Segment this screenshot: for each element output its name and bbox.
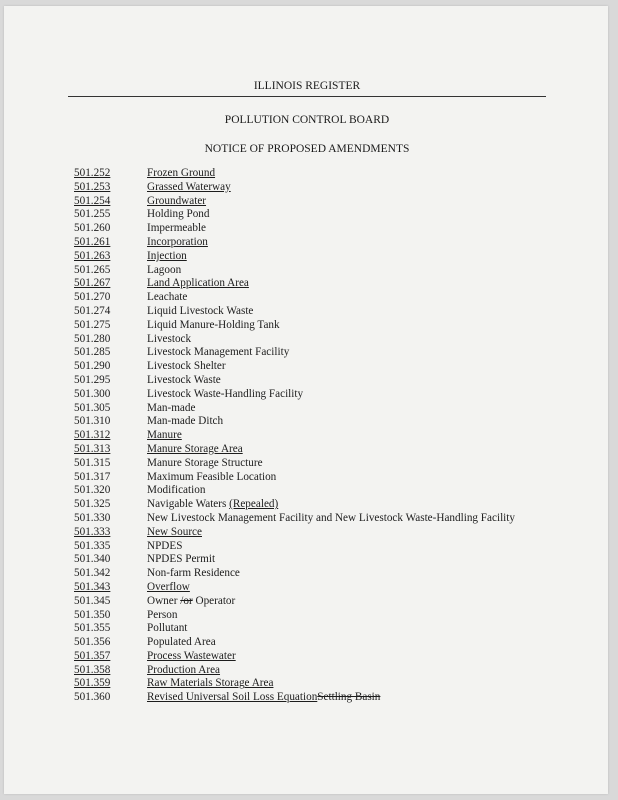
section-row (74, 415, 544, 429)
section-row (74, 222, 544, 236)
section-row (74, 622, 544, 636)
section-number: 501.355 (74, 622, 111, 635)
section-number: 501.300 (74, 387, 111, 400)
section-row (74, 498, 544, 512)
section-term (147, 443, 544, 457)
section-term (147, 291, 544, 305)
section-row (74, 374, 544, 388)
section-number: 501.330 (74, 511, 111, 524)
section-number: 501.285 (74, 346, 111, 359)
section-row (74, 402, 544, 416)
section-row (74, 277, 544, 291)
section-term (147, 691, 544, 705)
section-number: 501.305 (74, 401, 111, 414)
section-term (147, 595, 544, 609)
section-row (74, 388, 544, 402)
term-text: Livestock Waste-Handling Facility (147, 387, 304, 400)
section-row (74, 291, 544, 305)
section-number: 501.356 (74, 636, 111, 649)
section-number: 501.335 (74, 539, 111, 552)
section-number: 501.290 (74, 360, 111, 373)
section-number: 501.253 (74, 180, 111, 193)
inserted-text: Groundwater (147, 194, 207, 207)
section-row (74, 664, 544, 678)
section-row (74, 305, 544, 319)
inserted-text: Process Wastewater (147, 649, 236, 662)
section-number: 501.358 (74, 663, 111, 676)
section-term (147, 429, 544, 443)
section-row (74, 429, 544, 443)
section-number: 501.357 (74, 649, 111, 662)
section-row (74, 609, 544, 623)
section-term (147, 305, 544, 319)
term-text: Non-farm Residence (147, 567, 240, 580)
section-row (74, 540, 544, 554)
term-text: Liquid Manure-Holding Tank (147, 318, 280, 331)
section-row (74, 595, 544, 609)
inserted-text: Land Application Area (147, 277, 249, 290)
section-row (74, 471, 544, 485)
term-text: Impermeable (147, 222, 207, 235)
inserted-text: Grassed Waterway (147, 180, 231, 193)
section-term (147, 333, 544, 347)
section-term (147, 567, 544, 581)
section-term (147, 650, 544, 664)
section-term (147, 540, 544, 554)
section-row (74, 264, 544, 278)
section-number: 501.275 (74, 318, 111, 331)
section-number: 501.280 (74, 332, 111, 345)
section-number: 501.320 (74, 484, 111, 497)
section-number: 501.263 (74, 249, 111, 262)
section-number: 501.260 (74, 222, 111, 235)
section-term (147, 636, 544, 650)
section-term (147, 664, 544, 678)
section-term (147, 581, 544, 595)
section-number: 501.261 (74, 235, 111, 248)
section-row (74, 333, 544, 347)
section-row (74, 360, 544, 374)
section-number: 501.343 (74, 580, 111, 593)
deleted-text: Settling Basin (317, 691, 381, 704)
section-term (147, 609, 544, 623)
term-text: Maximum Feasible Location (147, 470, 277, 483)
section-row (74, 236, 544, 250)
inserted-text: Incorporation (147, 235, 208, 248)
section-term (147, 208, 544, 222)
section-row (74, 691, 544, 705)
section-row (74, 512, 544, 526)
section-number: 501.274 (74, 304, 111, 317)
section-row (74, 208, 544, 222)
section-number: 501.360 (74, 691, 111, 704)
section-row (74, 167, 544, 181)
section-number: 501.255 (74, 208, 111, 221)
section-list (74, 167, 544, 705)
section-term (147, 471, 544, 485)
section-term (147, 264, 544, 278)
term-text: Man-made (147, 401, 196, 414)
section-number: 501.265 (74, 263, 111, 276)
section-term (147, 195, 544, 209)
inserted-text: Overflow (147, 580, 190, 593)
inserted-text: Frozen Ground (147, 167, 216, 179)
section-term (147, 457, 544, 471)
section-number: 501.267 (74, 277, 111, 290)
section-term (147, 236, 544, 250)
section-number: 501.325 (74, 498, 111, 511)
section-number: 501.350 (74, 608, 111, 621)
section-row (74, 181, 544, 195)
section-term (147, 512, 544, 526)
section-number: 501.270 (74, 291, 111, 304)
section-number: 501.333 (74, 525, 111, 538)
deleted-text: /or (180, 594, 193, 607)
section-term (147, 346, 544, 360)
section-term (147, 484, 544, 498)
section-term (147, 388, 544, 402)
section-term (147, 319, 544, 333)
section-number: 501.359 (74, 677, 111, 690)
board-heading: POLLUTION CONTROL BOARD (224, 114, 390, 126)
term-text: Pollutant (147, 622, 188, 635)
section-number: 501.317 (74, 470, 111, 483)
section-number: 501.295 (74, 373, 111, 386)
section-number: 501.345 (74, 594, 111, 607)
section-row (74, 443, 544, 457)
section-row (74, 581, 544, 595)
section-row (74, 553, 544, 567)
section-number: 501.254 (74, 194, 111, 207)
term-text: Leachate (147, 291, 188, 304)
term-text: Lagoon (147, 263, 182, 276)
term-text: Livestock Waste (147, 373, 221, 386)
term-text: Operator (192, 594, 236, 607)
inserted-text: Raw Materials Storage Area (147, 677, 274, 690)
section-row (74, 250, 544, 264)
inserted-text: Manure (147, 429, 182, 442)
section-row (74, 484, 544, 498)
term-text: Livestock (147, 332, 192, 345)
term-text: Livestock Shelter (147, 360, 226, 373)
inserted-text: Revised Universal Soil Loss Equation (147, 691, 318, 704)
section-number: 501.310 (74, 415, 111, 428)
inserted-text: Manure Storage Area (147, 442, 243, 455)
section-term (147, 181, 544, 195)
term-text: Liquid Livestock Waste (147, 304, 254, 317)
section-number: 501.252 (74, 167, 111, 179)
section-term (147, 415, 544, 429)
term-text: NPDES (147, 539, 183, 552)
term-text: NPDES Permit (147, 553, 216, 566)
inserted-text: (Repealed) (229, 498, 279, 511)
section-number: 501.313 (74, 442, 111, 455)
section-number: 501.342 (74, 567, 111, 580)
section-row (74, 677, 544, 691)
section-number: 501.312 (74, 429, 111, 442)
term-text: Navigable Waters (147, 498, 230, 511)
section-number: 501.340 (74, 553, 111, 566)
section-term (147, 526, 544, 540)
section-term (147, 222, 544, 236)
section-row (74, 457, 544, 471)
term-text: Owner (147, 594, 181, 607)
section-row (74, 567, 544, 581)
term-text: Populated Area (147, 636, 216, 649)
section-row (74, 650, 544, 664)
term-text: Manure Storage Structure (147, 456, 263, 469)
section-row (74, 636, 544, 650)
inserted-text: Production Area (147, 663, 221, 676)
term-text: Holding Pond (147, 208, 210, 221)
section-term (147, 167, 544, 181)
section-row (74, 319, 544, 333)
section-term (147, 277, 544, 291)
section-term (147, 402, 544, 416)
document-page (4, 6, 608, 794)
section-term (147, 677, 544, 691)
term-text: Man-made Ditch (147, 415, 224, 428)
section-term (147, 360, 544, 374)
notice-heading: NOTICE OF PROPOSED AMENDMENTS (204, 143, 410, 155)
section-term (147, 498, 544, 512)
section-term (147, 622, 544, 636)
register-header: ILLINOIS REGISTER (68, 80, 546, 97)
inserted-text: Injection (147, 249, 187, 262)
term-text: New Livestock Management Facility and New Livestock Waste-Handling Facility (147, 511, 515, 524)
term-text: Modification (147, 484, 206, 497)
section-term (147, 374, 544, 388)
section-term (147, 250, 544, 264)
section-term (147, 553, 544, 567)
section-row (74, 526, 544, 540)
section-row (74, 195, 544, 209)
term-text: Livestock Management Facility (147, 346, 290, 359)
section-number: 501.315 (74, 456, 111, 469)
section-row (74, 346, 544, 360)
term-text: Person (147, 608, 178, 621)
inserted-text: New Source (147, 525, 202, 538)
